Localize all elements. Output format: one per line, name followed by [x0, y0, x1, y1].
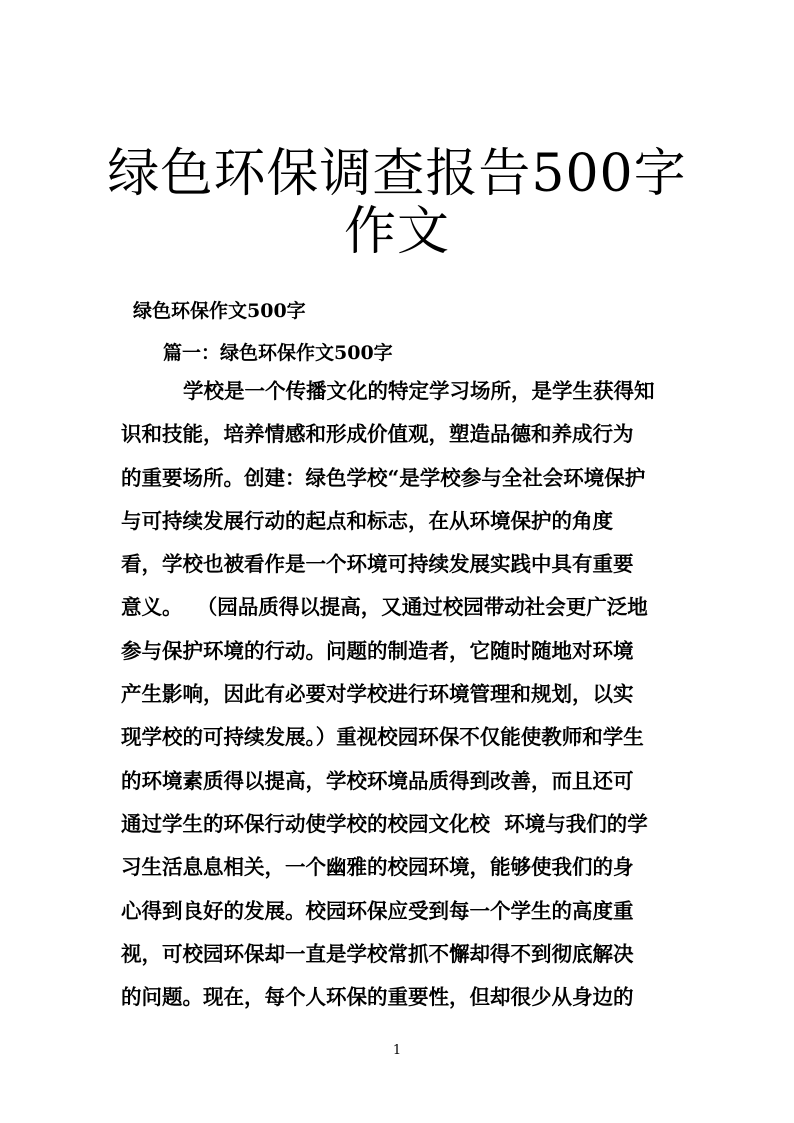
body-line: 视，可校园环保却一直是学校常抓不懈却得不到彻底解决 — [121, 941, 634, 966]
body-line: 习生活息息相关，一个幽雅的校园环境，能够使我们的身 — [121, 855, 634, 880]
body-line: 心得到良好的发展。校园环保应受到每一个学生的高度重 — [121, 898, 634, 923]
body-line: 学校是一个传播文化的特定学习场所，是学生获得知 — [183, 379, 655, 403]
body-line: 现学校的可持续发展。）重视校园环保不仅能使教师和学生 — [121, 725, 644, 750]
body-line: 识和技能，培养情感和形成价值观，塑造品德和养成行为 — [121, 422, 634, 447]
body-line: 的环境素质得以提高，学校环境品质得到改善，而且还可 — [121, 768, 634, 793]
body-text — [121, 376, 681, 1025]
document-title-line-1: 绿色环保调查报告500字 — [107, 144, 687, 204]
body-line: 的问题。现在，每个人环保的重要性，但却很少从身边的 — [121, 985, 634, 1010]
body-line: 意义。 （园品质得以提高，又通过校园带动社会更广泛地 — [121, 595, 648, 620]
section-heading: 绿色环保作文500字 — [133, 300, 306, 322]
page-number: 1 — [392, 1043, 402, 1058]
body-line: 与可持续发展行动的起点和标志，在从环境保护的角度 — [121, 508, 613, 533]
body-line: 通过学生的环保行动使学校的校园文化校 环境与我们的学 — [121, 811, 648, 836]
body-line: 参与保护环境的行动。问题的制造者，它随时随地对环境 — [121, 638, 634, 663]
section-subheading: 篇一：绿色环保作文500字 — [163, 342, 393, 364]
body-line: 看，学校也被看作是一个环境可持续发展实践中具有重要 — [121, 552, 634, 577]
document-title-line-2: 作文 — [343, 202, 450, 262]
body-line: 产生影响，因此有必要对学校进行环境管理和规划，以实 — [121, 682, 634, 707]
body-line: 的重要场所。创建：绿色学校“是学校参与全社会环境保护 — [121, 465, 646, 490]
